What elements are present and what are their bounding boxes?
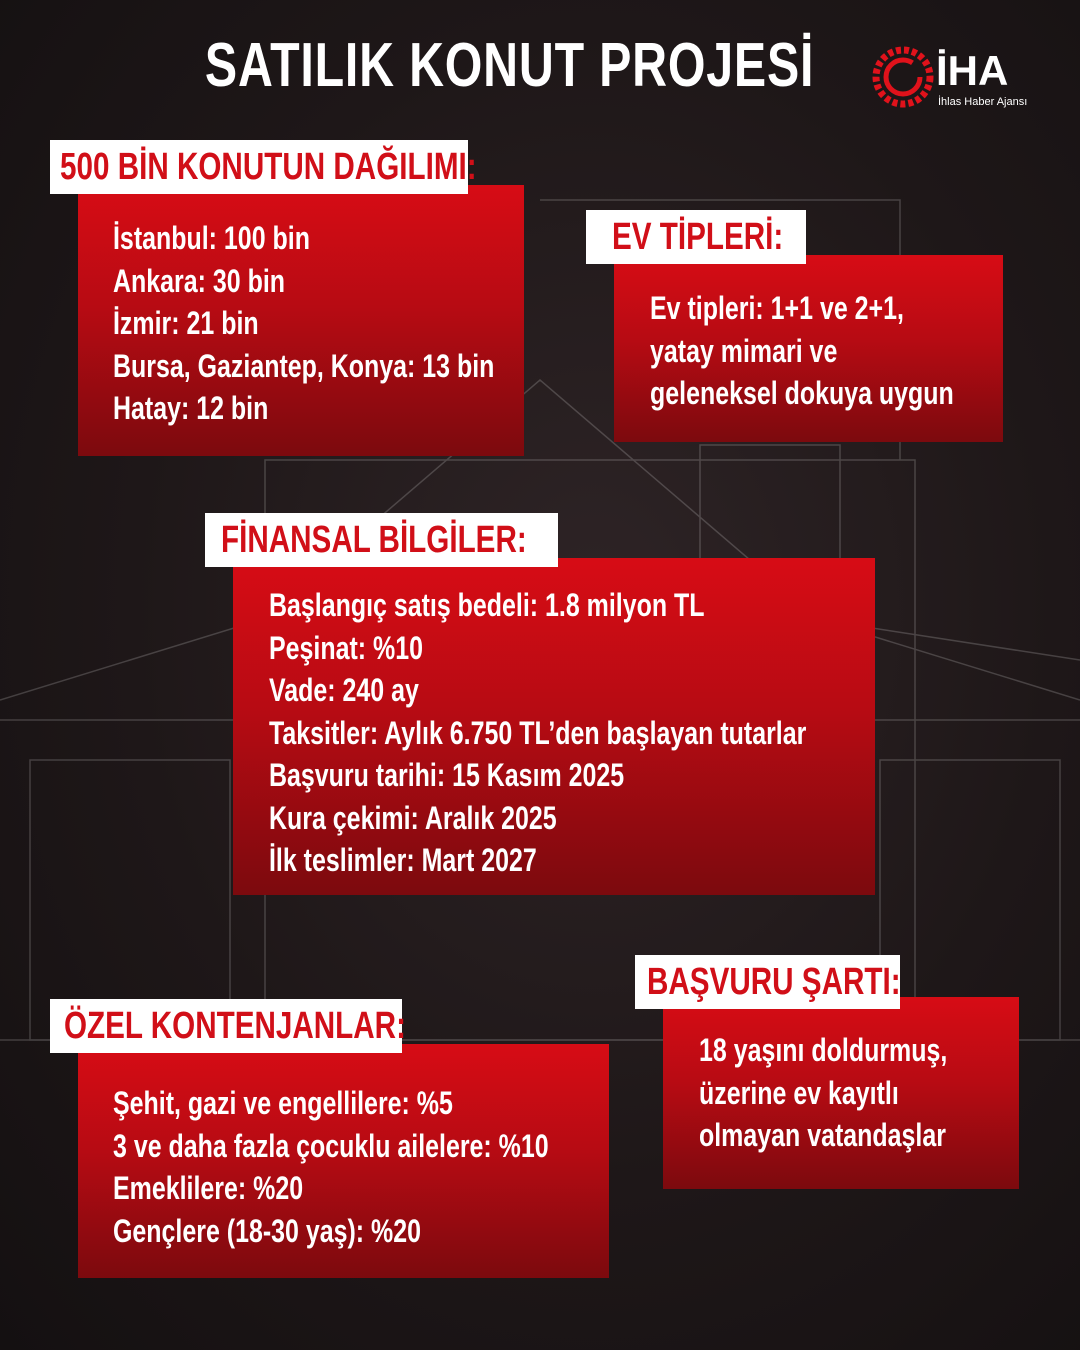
iha-swirl-icon <box>870 42 940 112</box>
distribution-line: Ankara: 30 bin <box>113 262 286 299</box>
quotas-line: 3 ve daha fazla çocuklu ailelere: %10 <box>113 1127 549 1164</box>
financial-line: Peşinat: %10 <box>269 629 423 666</box>
distribution-line: Hatay: 12 bin <box>113 390 269 426</box>
page-title: SATILIK KONUT PROJESİ <box>205 31 815 100</box>
house-types-label: EV TİPLERİ: <box>586 210 806 264</box>
requirement-label: BAŞVURU ŞARTI: <box>635 955 900 1009</box>
quotas-line: Şehit, gazi ve engellilere: %5 <box>113 1085 453 1121</box>
distribution-box <box>78 185 524 456</box>
requirement-line: 18 yaşını doldurmuş, <box>699 1032 948 1068</box>
distribution-line: İstanbul: 100 bin <box>113 220 310 256</box>
financial-label: FİNANSAL BİLGİLER: <box>205 513 558 567</box>
logo-subtitle: İhlas Haber Ajansı <box>938 96 1028 108</box>
distribution-label: 500 BİN KONUTUN DAĞILIMI: <box>50 140 468 194</box>
financial-box <box>233 558 875 895</box>
financial-line: Başlangıç satış bedeli: 1.8 milyon TL <box>269 587 705 623</box>
financial-line: Kura çekimi: Aralık 2025 <box>269 799 557 836</box>
distribution-line: Bursa, Gaziantep, Konya: 13 bin <box>113 347 495 384</box>
logo-wordmark: İHA <box>936 47 1009 94</box>
house-types-line: yatay mimari ve <box>650 332 838 369</box>
iha-logo <box>870 42 1040 112</box>
financial-line: İlk teslimler: Mart 2027 <box>269 842 537 878</box>
distribution-line: İzmir: 21 bin <box>113 305 259 341</box>
requirement-box <box>663 997 1019 1189</box>
requirement-line: üzerine ev kayıtlı <box>699 1074 899 1111</box>
house-types-box <box>614 255 1003 442</box>
house-types-line: Ev tipleri: 1+1 ve 2+1, <box>650 290 904 326</box>
quotas-label: ÖZEL KONTENJANLAR: <box>50 999 402 1053</box>
financial-line: Vade: 240 ay <box>269 672 419 708</box>
quotas-line: Gençlere (18-30 yaş): %20 <box>113 1212 422 1249</box>
quotas-line: Emeklilere: %20 <box>113 1170 304 1206</box>
requirement-line: olmayan vatandaşlar <box>699 1117 946 1153</box>
financial-line: Başvuru tarihi: 15 Kasım 2025 <box>269 757 625 793</box>
house-types-line: geleneksel dokuya uygun <box>650 375 954 411</box>
quotas-box <box>78 1044 609 1278</box>
financial-line: Taksitler: Aylık 6.750 TL’den başlayan tutarlar <box>269 714 807 751</box>
